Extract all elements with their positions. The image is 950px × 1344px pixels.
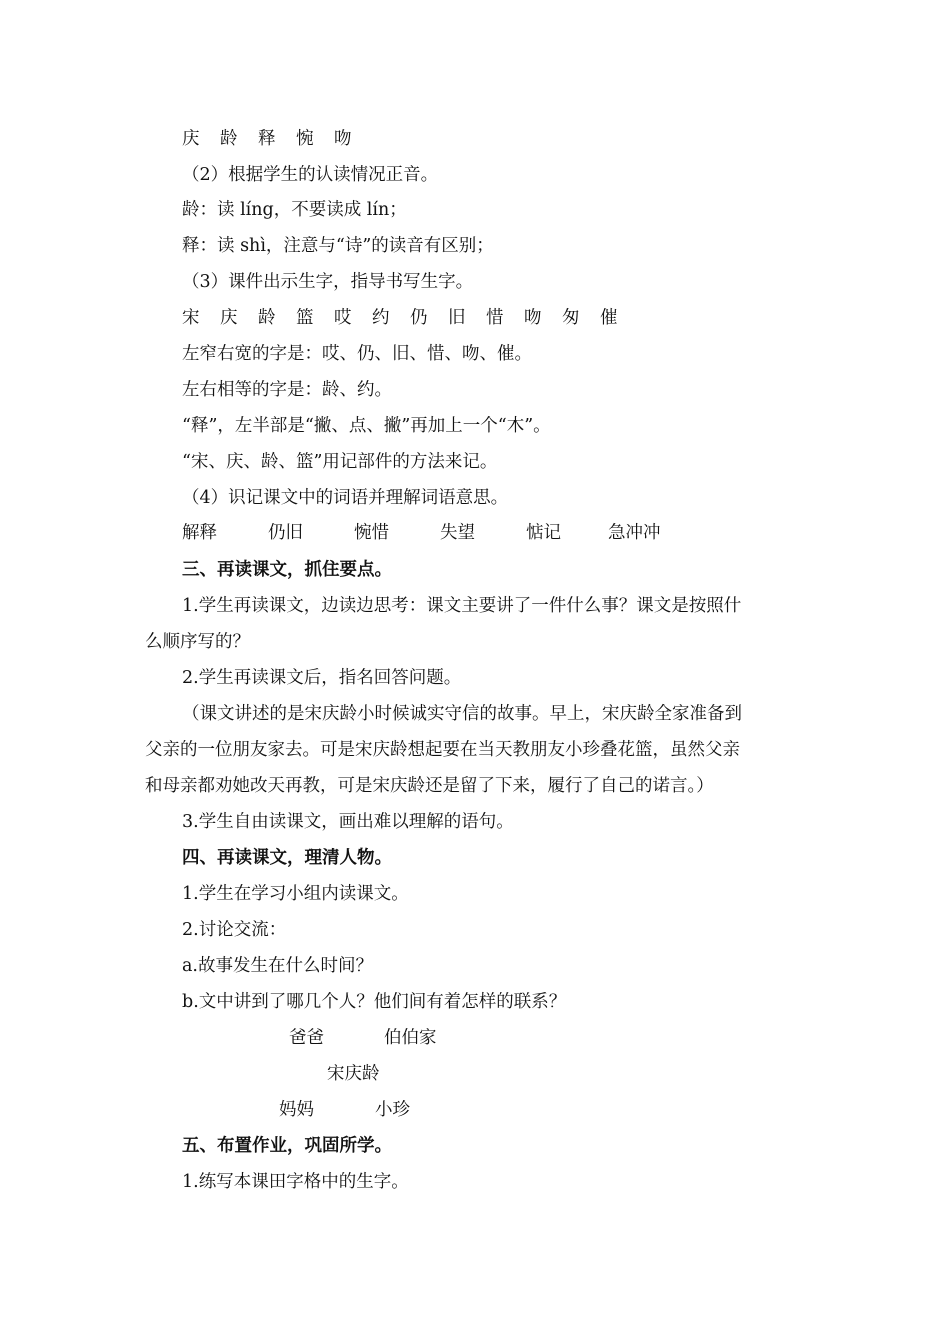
section-3-answer-line-3: 和母亲都劝她改天再教，可是宋庆龄还是留了下来，履行了自己的诺言。） bbox=[145, 776, 714, 796]
section-5-heading: 五、布置作业，巩固所学。 bbox=[182, 1136, 392, 1156]
character: 约 bbox=[372, 308, 390, 328]
section-4-question-a: a.故事发生在什么时间？ bbox=[182, 956, 373, 976]
person-mother: 妈妈 bbox=[279, 1100, 314, 1120]
step-2-text: （2）根据学生的认读情况正音。 bbox=[182, 165, 439, 185]
character: 释 bbox=[258, 129, 276, 149]
section-5-item-1: 1.练写本课田字格中的生字。 bbox=[182, 1172, 409, 1192]
section-4-question-b: b.文中讲到了哪几个人？他们间有着怎样的联系？ bbox=[182, 992, 567, 1012]
character: 宋 bbox=[182, 308, 200, 328]
person-xiaozhen: 小珍 bbox=[375, 1100, 410, 1120]
person-father: 爸爸 bbox=[289, 1028, 324, 1048]
shi-structure-note: “释”，左半部是“撇、点、撇”再加上一个“木”。 bbox=[182, 416, 551, 436]
vocabulary-list bbox=[182, 521, 661, 545]
pronunciation-note-ling: 龄：读 líng，不要读成 lín； bbox=[182, 200, 407, 220]
vocabulary-word: 失望 bbox=[440, 523, 475, 543]
section-3-item-3: 3.学生自由读课文，画出难以理解的语句。 bbox=[182, 812, 514, 832]
vocabulary-word: 惋惜 bbox=[354, 523, 389, 543]
character: 龄 bbox=[258, 308, 276, 328]
equal-left-right-note: 左右相等的字是：龄、约。 bbox=[182, 380, 392, 400]
section-3-item-2: 2.学生再读课文后，指名回答问题。 bbox=[182, 668, 462, 688]
components-note: “宋、庆、龄、篮”用记部件的方法来记。 bbox=[182, 452, 498, 472]
vocabulary-word: 惦记 bbox=[526, 523, 561, 543]
person-song-qingling: 宋庆龄 bbox=[327, 1064, 380, 1084]
section-4-heading: 四、再读课文，理清人物。 bbox=[182, 848, 392, 868]
character: 惜 bbox=[486, 308, 504, 328]
character-list-row-1 bbox=[182, 127, 372, 151]
vocabulary-word: 仍旧 bbox=[268, 523, 303, 543]
section-3-item-1-line-2: 么顺序写的？ bbox=[145, 632, 250, 652]
vocabulary-word: 解释 bbox=[182, 523, 217, 543]
narrow-left-wide-right-note: 左窄右宽的字是：哎、仍、旧、惜、吻、催。 bbox=[182, 344, 532, 364]
character: 庆 bbox=[220, 308, 238, 328]
character: 哎 bbox=[334, 308, 352, 328]
character: 催 bbox=[600, 308, 618, 328]
character: 庆 bbox=[182, 129, 200, 149]
character: 仍 bbox=[410, 308, 428, 328]
pronunciation-note-shi: 释：读 shì，注意与“诗”的读音有区别； bbox=[182, 236, 494, 256]
section-4-item-2: 2.讨论交流： bbox=[182, 920, 287, 940]
section-3-answer-line-1: （课文讲述的是宋庆龄小时候诚实守信的故事。早上，宋庆龄全家准备到 bbox=[182, 704, 742, 724]
character: 龄 bbox=[220, 129, 238, 149]
section-3-answer-line-2: 父亲的一位朋友家去。可是宋庆龄想起要在当天教朋友小珍叠花篮，虽然父亲 bbox=[145, 740, 740, 760]
character-list-row-2 bbox=[182, 306, 638, 330]
character: 匆 bbox=[562, 308, 580, 328]
section-3-item-1-line-1: 1.学生再读课文，边读边思考：课文主要讲了一件什么事？课文是按照什 bbox=[182, 596, 742, 616]
person-uncle-home: 伯伯家 bbox=[384, 1028, 437, 1048]
vocabulary-word: 急冲冲 bbox=[608, 523, 661, 543]
character: 惋 bbox=[296, 129, 314, 149]
character: 吻 bbox=[524, 308, 542, 328]
character: 吻 bbox=[334, 129, 352, 149]
step-3-text: （3）课件出示生字，指导书写生字。 bbox=[182, 272, 474, 292]
step-4-text: （4）识记课文中的词语并理解词语意思。 bbox=[182, 488, 509, 508]
character: 旧 bbox=[448, 308, 466, 328]
section-4-item-1: 1.学生在学习小组内读课文。 bbox=[182, 884, 409, 904]
character: 篮 bbox=[296, 308, 314, 328]
section-3-heading: 三、再读课文，抓住要点。 bbox=[182, 560, 392, 580]
